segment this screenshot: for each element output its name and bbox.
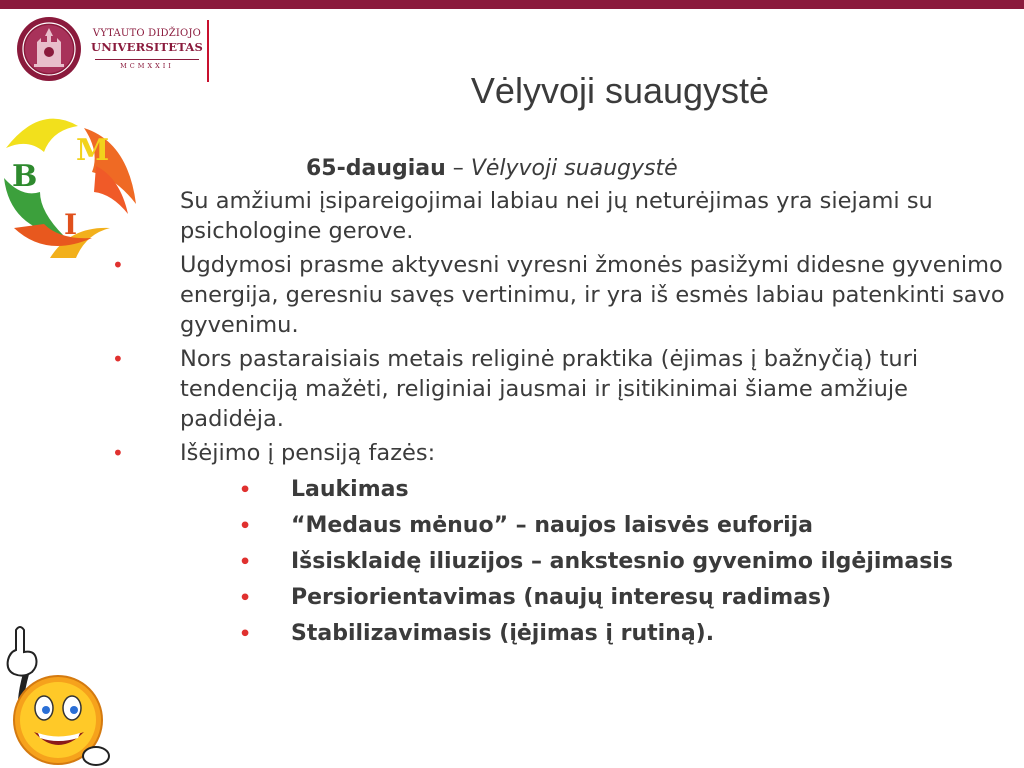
bullet-item xyxy=(110,344,1010,434)
slide-body xyxy=(110,154,1010,648)
phase-text: Laukimas xyxy=(291,477,409,502)
logo-separator xyxy=(207,20,209,82)
bullet-dot: • xyxy=(112,347,124,371)
intro-text: Su amžiumi įsipareigojimai labiau nei jų neturėjimas yra siejami su psichologine gerove. xyxy=(180,188,933,244)
university-seal-icon xyxy=(16,16,82,82)
university-name-line1: VYTAUTO DIDŽIOJO xyxy=(92,28,202,39)
bullet-item xyxy=(110,438,1010,468)
age-range-heading xyxy=(306,154,1010,186)
bmi-letter-m: M xyxy=(76,133,110,168)
university-logo[interactable] xyxy=(14,16,214,86)
age-dash: – xyxy=(445,156,471,181)
phase-text: “Medaus mėnuo” – naujos laisvės euforija xyxy=(291,513,814,538)
bullet-dot: • xyxy=(239,551,252,573)
bullet-text: Išėjimo į pensiją fazės: xyxy=(180,440,436,466)
phase-text: Išsisklaidę iliuzijos – ankstesnio gyvenimo ilgėjimasis xyxy=(291,549,953,574)
bullet-text: Nors pastaraisiais metais religinė praktika (ėjimas į bažnyčią) turi tendenciją mažėti, religiniai jausmai ir įsitikinimai šiame amžiuje padidėja. xyxy=(180,346,919,432)
bmi-letter-b: B xyxy=(12,159,38,194)
bullet-dot: • xyxy=(239,515,252,537)
phase-item xyxy=(110,476,1010,504)
slide-title: Vėlyvoji suaugystė xyxy=(470,70,770,111)
university-name-line2: UNIVERSITETAS xyxy=(91,40,203,54)
smiley-pointing-icon xyxy=(0,622,112,768)
phase-text: Stabilizavimasis (įėjimas į rutiną). xyxy=(291,621,715,646)
bullet-dot: • xyxy=(239,479,252,501)
stage-name: Vėlyvoji suaugystė xyxy=(470,156,678,181)
bmi-letter-i: I xyxy=(64,208,78,241)
phase-item xyxy=(110,548,1010,576)
bullet-item xyxy=(110,250,1010,340)
bullet-dot: • xyxy=(239,623,252,645)
phase-item xyxy=(110,620,1010,648)
university-name xyxy=(88,28,206,70)
university-rule xyxy=(95,59,199,60)
phase-text: Persiorientavimas (naujų interesų radimas) xyxy=(291,585,832,610)
bullet-dot: • xyxy=(239,587,252,609)
bullet-text: Ugdymosi prasme aktyvesni vyresni žmonės pasižymi didesne gyvenimo energija, geresniu savęs vertinimu, ir yra iš esmės labiau patenkinti savo gyvenimu. xyxy=(180,252,1005,338)
phase-item xyxy=(110,584,1010,612)
bullet-dot: • xyxy=(112,441,124,465)
retirement-phases-list xyxy=(110,476,1010,648)
phase-item xyxy=(110,512,1010,540)
bullet-dot: • xyxy=(112,253,124,277)
top-accent-bar xyxy=(0,0,1024,9)
intro-paragraph xyxy=(110,186,1010,246)
age-range: 65-daugiau xyxy=(306,156,446,181)
university-year: MCMXXII xyxy=(120,62,174,70)
